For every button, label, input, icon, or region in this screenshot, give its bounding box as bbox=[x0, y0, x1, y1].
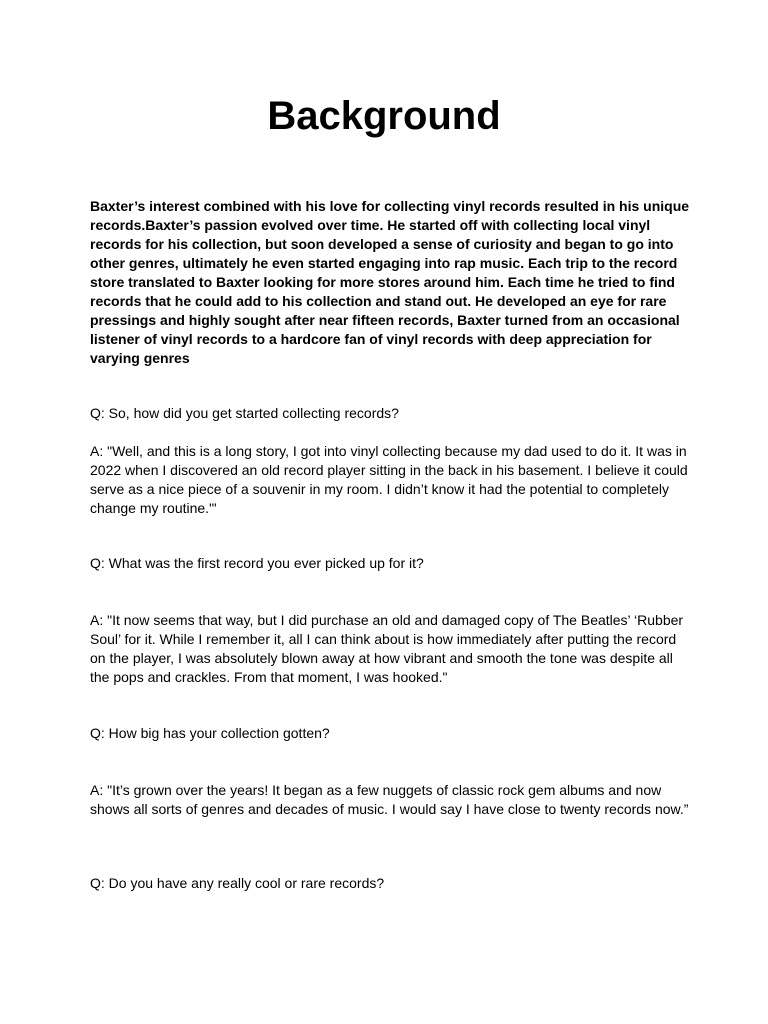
intro-paragraph: Baxter’s interest combined with his love for collecting vinyl records resulted in his unique records.Baxter’s passion evolved over time. He started off with collecting local vinyl records for his collection, but soon developed a sense of curiosity and began to go into other genres, ultimately he even started engaging into rap music. Each trip to the record store translated to Baxter looking for more stores around him. Each time he tried to find records that he could add to his collection and stand out. He developed an eye for rare pressings and highly sought after near fifteen records, Baxter turned from an occasional listener of vinyl records to a hardcore fan of vinyl records with deep appreciation for varying genres bbox=[90, 198, 690, 366]
question-3: Q: How big has your collection gotten? bbox=[90, 725, 330, 741]
page-title: Background bbox=[267, 94, 501, 138]
question-4: Q: Do you have any really cool or rare records? bbox=[90, 875, 385, 891]
answer-1: A: "Well, and this is a long story, I got into vinyl collecting because my dad used to do it. It was in 2022 when I discovered an old record player sitting in the back in his basement. I believe it could serve as a nice piece of a souvenir in my room. I didn’t know it had the potential to completely change my routine."' bbox=[90, 443, 688, 516]
question-2: Q: What was the first record you ever picked up for it? bbox=[90, 555, 424, 571]
answer-2: A: "It now seems that way, but I did purchase an old and damaged copy of The Beatles’ ‘Rubber Soul’ for it. While I remember it, all I can think about is how immediately after putting the record on the player, I was absolutely blown away at how vibrant and smooth the tone was despite all the pops and crackles. From that moment, I was hooked." bbox=[90, 612, 684, 685]
answer-3: A: "It’s grown over the years! It began as a few nuggets of classic rock gem albums and now shows all sorts of genres and decades of music. I would say I have close to twenty records now.” bbox=[90, 782, 689, 817]
question-1: Q: So, how did you get started collecting records? bbox=[90, 405, 399, 421]
